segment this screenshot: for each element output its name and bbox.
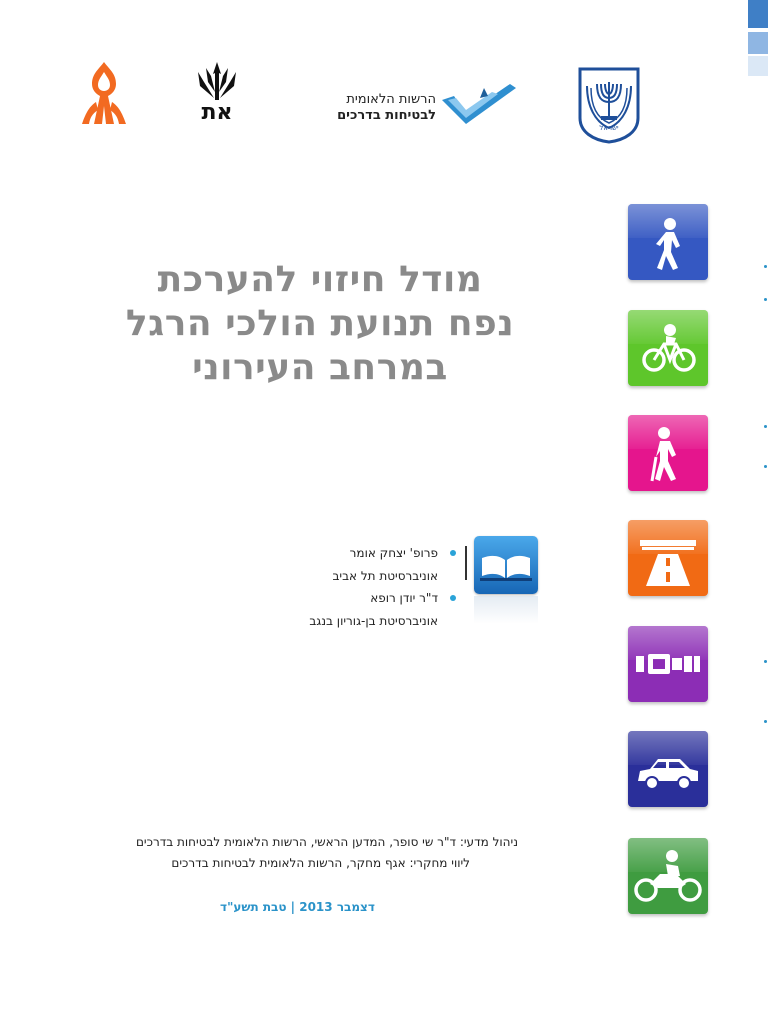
title-line-3: במרחב העירוני (192, 347, 448, 388)
bgu-logo (80, 60, 128, 126)
state-emblem-caption: ישראל (599, 124, 619, 132)
authors-list (290, 542, 460, 632)
book-icon (474, 536, 538, 594)
seatbelt-icon (628, 626, 708, 702)
cyclist-tile (628, 310, 708, 386)
elderly-pedestrian-icon (628, 415, 708, 491)
book-icon-reflection (474, 596, 538, 624)
state-emblem (577, 66, 641, 144)
tau-logo-text: את (201, 100, 233, 125)
edge-mark (764, 298, 767, 301)
motorcycle-icon (628, 838, 708, 914)
author-affiliation: אוניברסיטת תל אביב (332, 568, 438, 583)
bullet (450, 595, 456, 601)
pedestrian-icon (628, 204, 708, 280)
publication-date: דצמבר 2013 | טבת תשע"ד (220, 900, 375, 914)
tau-logo (190, 60, 244, 126)
divider (465, 546, 467, 580)
title-line-1: מודל חיזוי להערכת (157, 259, 483, 300)
edge-mark (764, 720, 767, 723)
title-line-2: נפח תנועת הולכי הרגל (125, 303, 515, 344)
highway-tile (628, 520, 708, 596)
car-icon (628, 731, 708, 807)
research-support-credit: ליווי מחקרי: אגף מחקר, הרשות הלאומית לבטיחות בדרכים (171, 856, 470, 870)
elderly-pedestrian-tile (628, 415, 708, 491)
bullet (450, 550, 456, 556)
edge-mark (764, 265, 767, 268)
author-name: פרופ' יצחק אומר (290, 542, 460, 565)
highway-icon (628, 520, 708, 596)
nrsa-logo-line1: הרשות הלאומית (346, 92, 436, 107)
edge-mark (764, 425, 767, 428)
scientific-management-credit: ניהול מדעי: ד"ר שי סופר, המדען הראשי, הרשות הלאומית לבטיחות בדרכים (135, 835, 518, 849)
car-tile (628, 731, 708, 807)
author-affiliation: אוניברסיטת בן-גוריון בנגב (309, 613, 438, 628)
nrsa-logo-line2: לבטיחות בדרכים (337, 108, 436, 123)
edge-mark (764, 465, 767, 468)
page-title (110, 258, 530, 390)
corner-tab-medium (748, 32, 768, 54)
motorcycle-tile (628, 838, 708, 914)
corner-tab-light (748, 56, 768, 76)
nrsa-logo-check-icon (440, 80, 518, 126)
edge-mark (764, 660, 767, 663)
author-name: ד"ר יודן רופא (290, 587, 460, 610)
corner-tab-dark (748, 0, 768, 28)
seatbelt-tile (628, 626, 708, 702)
pedestrian-tile (628, 204, 708, 280)
cyclist-icon (628, 310, 708, 386)
